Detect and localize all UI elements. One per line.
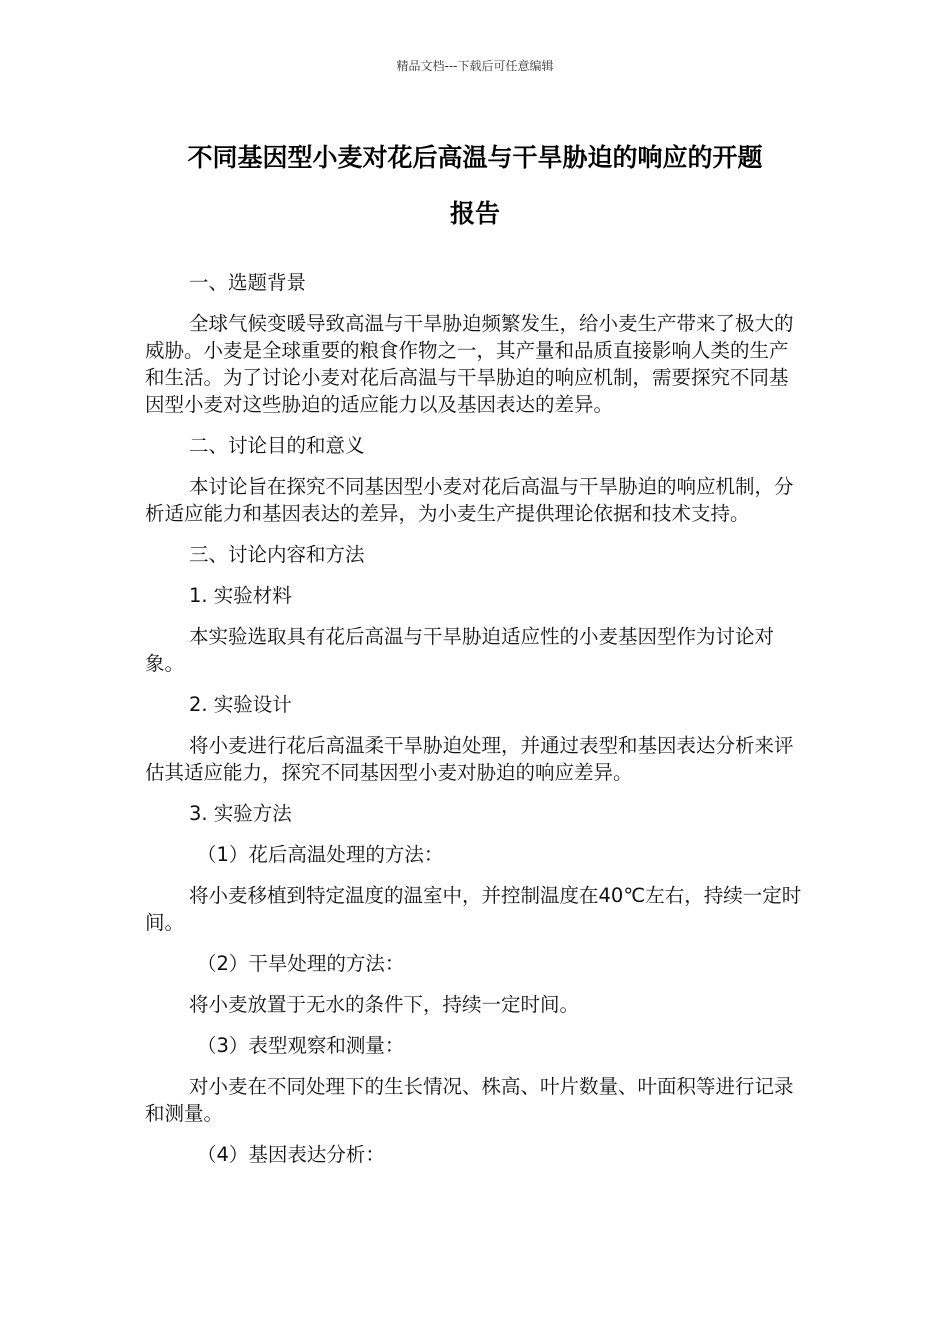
document-title-line-1: 不同基因型小麦对花后高温与干旱胁迫的响应的开题 — [187, 143, 763, 172]
subsection-heading: 2. 实验设计 — [189, 693, 292, 716]
paragraph: 将小麦移植到特定温度的温室中，并控制温度在40℃左右，持续一定时间。 — [145, 884, 802, 934]
paragraph: 将小麦放置于无水的条件下，持续一定时间。 — [189, 993, 580, 1016]
section-heading: 三、讨论内容和方法 — [189, 543, 365, 566]
document-title-line-2: 报告 — [449, 199, 500, 228]
document-body — [145, 269, 805, 1182]
paragraph: 本讨论旨在探究不同基因型小麦对花后高温与干旱胁迫的响应机制，分析适应能力和基因表达的差异，为小麦生产提供理论依据和技术支持。 — [145, 475, 794, 525]
page-header-note: 精品文档---下载后可任意编辑 — [396, 59, 554, 73]
section-heading: 二、讨论目的和意义 — [189, 434, 365, 457]
method-heading: （2）干旱处理的方法： — [197, 952, 405, 975]
method-heading: （3）表型观察和测量： — [197, 1034, 405, 1057]
subsection-heading: 1. 实验材料 — [189, 584, 292, 607]
paragraph: 对小麦在不同处理下的生长情况、株高、叶片数量、叶面积等进行记录和测量。 — [145, 1075, 794, 1125]
section-heading: 一、选题背景 — [189, 271, 307, 294]
paragraph: 将小麦进行花后高温柔干旱胁迫处理，并通过表型和基因表达分析来评估其适应能力，探究不同基因型小麦对胁迫的响应差异。 — [145, 734, 794, 784]
subsection-heading: 3. 实验方法 — [189, 802, 292, 825]
method-heading: （4）基因表达分析： — [197, 1143, 385, 1166]
method-heading: （1）花后高温处理的方法： — [197, 843, 444, 866]
paragraph: 全球气候变暖导致高温与干旱胁迫频繁发生，给小麦生产带来了极大的威胁。小麦是全球重要的粮食作物之一，其产量和品质直接影响人类的生产和生活。为了讨论小麦对花后高温与干旱胁迫的响应机制，需要探究不同基因型小麦对这些胁迫的适应能力以及基因表达的差异。 — [145, 312, 794, 416]
paragraph: 本实验选取具有花后高温与干旱胁迫适应性的小麦基因型作为讨论对象。 — [145, 625, 775, 675]
